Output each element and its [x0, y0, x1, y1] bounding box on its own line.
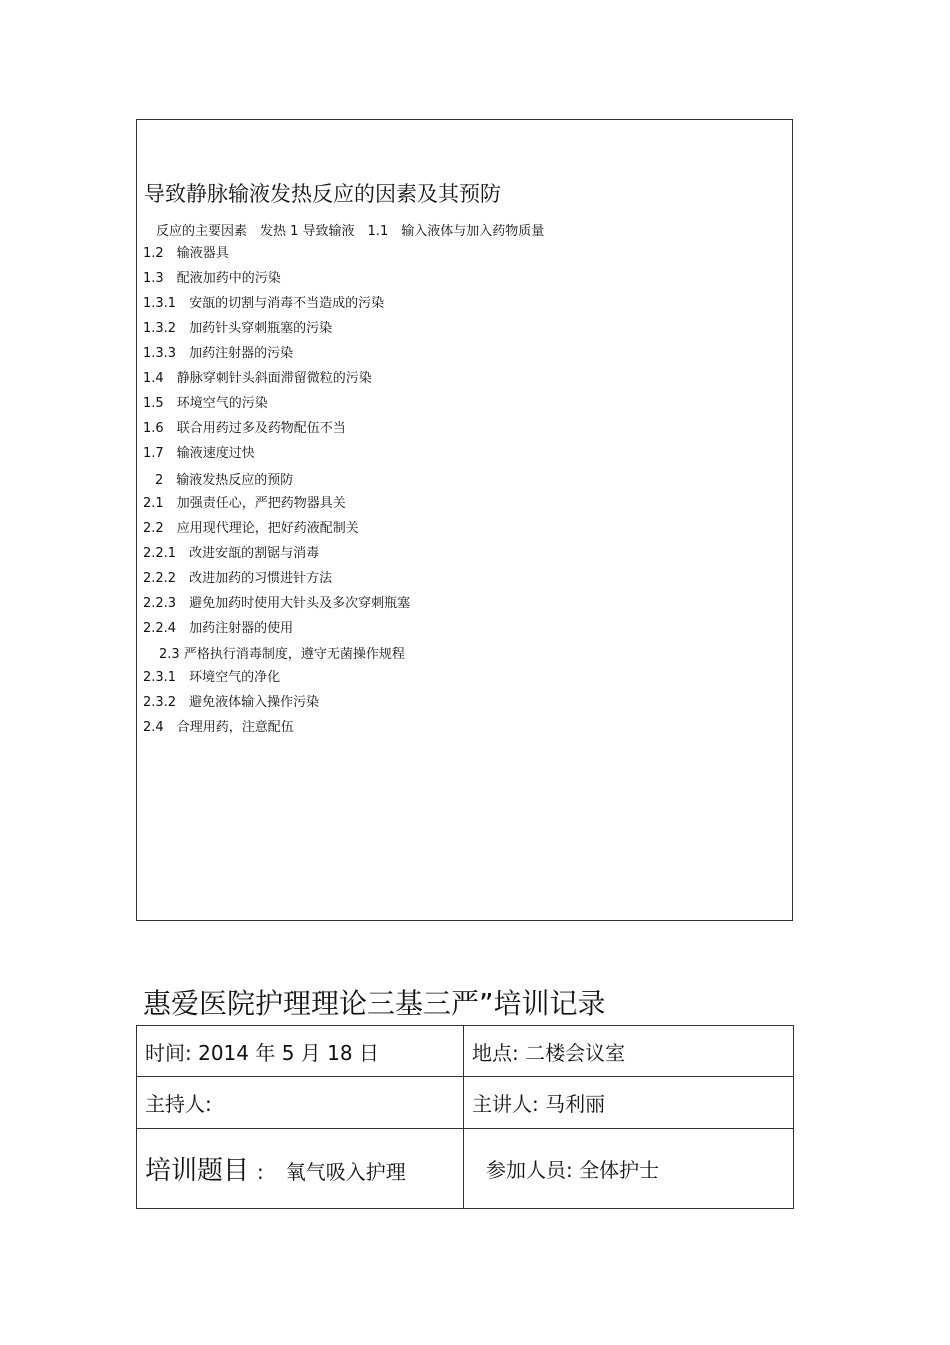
- content-line: 反应的主要因素 发热 1 导致输液 1.1 输入液体与加入药物质量: [156, 224, 545, 239]
- content-line: 2.3 严格执行消毒制度，遵守无菌操作规程: [159, 647, 405, 662]
- content-line: 2.2.2 改进加药的习惯进针方法: [143, 571, 333, 586]
- place-cell: 地点: 二楼会议室: [464, 1026, 794, 1077]
- content-line: 2.2 应用现代理论，把好药液配制关: [143, 521, 359, 536]
- topic-cell: 培训题目 : 氧气吸入护理: [137, 1129, 464, 1209]
- place-value: 二楼会议室: [525, 1040, 626, 1065]
- table-row: [137, 1026, 794, 1077]
- training-record-table: [136, 1025, 794, 1209]
- host-cell: 主持人:: [137, 1077, 464, 1129]
- content-line: 2.2.3 避免加药时使用大针头及多次穿刺瓶塞: [143, 596, 411, 611]
- content-line: 1.6 联合用药过多及药物配伍不当: [143, 421, 346, 436]
- content-line: 1.3.3 加药注射器的污染: [143, 346, 294, 361]
- record-title: 惠爱医院护理理论三基三严”培训记录: [143, 987, 606, 1020]
- document-title: 导致静脉输液发热反应的因素及其预防: [144, 182, 501, 206]
- content-line: 2.1 加强责任心，严把药物器具关: [143, 496, 346, 511]
- attendees-cell: 参加人员: 全体护士: [464, 1129, 794, 1209]
- time-value: 2014 年 5 月 18 日: [198, 1040, 379, 1065]
- attendees-value: 全体护士: [579, 1158, 660, 1182]
- time-cell: 时间: 2014 年 5 月 18 日: [137, 1026, 464, 1077]
- topic-value: 氧气吸入护理: [285, 1160, 406, 1184]
- content-line: 1.3 配液加药中的污染: [143, 271, 281, 286]
- topic-label: 培训题目: [145, 1156, 250, 1186]
- content-line: 1.2 输液器具: [143, 246, 229, 261]
- content-line: 1.5 环境空气的污染: [143, 396, 268, 411]
- content-line: 2.2.1 改进安瓿的割锯与消毒: [143, 546, 320, 561]
- content-line: 1.4 静脉穿刺针头斜面滞留微粒的污染: [143, 371, 372, 386]
- content-line: 2.2.4 加药注射器的使用: [143, 621, 294, 636]
- table-row: [137, 1077, 794, 1129]
- content-line: 2.3.2 避免液体输入操作污染: [143, 695, 320, 710]
- content-line: 1.7 输液速度过快: [143, 446, 255, 461]
- content-line: 1.3.2 加药针头穿刺瓶塞的污染: [143, 321, 333, 336]
- speaker-cell: 主讲人: 马利丽: [464, 1077, 794, 1129]
- content-line: 2.3.1 环境空气的净化: [143, 670, 281, 685]
- content-line: 2.4 合理用药，注意配伍: [143, 720, 294, 735]
- speaker-value: 马利丽: [545, 1092, 606, 1116]
- table-row: [137, 1129, 794, 1209]
- content-line: 1.3.1 安瓿的切割与消毒不当造成的污染: [143, 296, 385, 311]
- content-line: 2 输液发热反应的预防: [155, 473, 294, 488]
